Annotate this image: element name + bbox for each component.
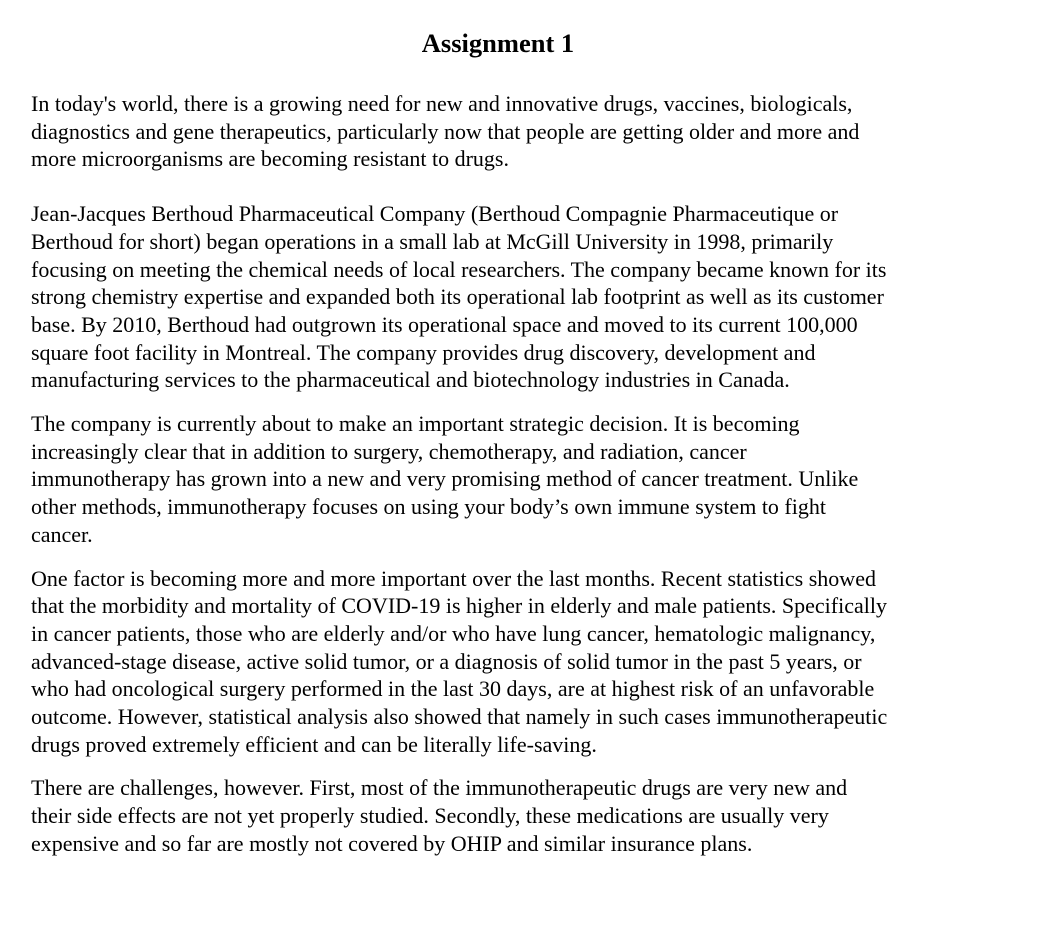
text-line: advanced-stage disease, active solid tumor, or a diagnosis of solid tumor in the past 5 years, or (31, 648, 862, 674)
text-line: Berthoud for short) began operations in a small lab at McGill University in 1998, primarily (31, 228, 834, 254)
text-line: their side effects are not yet properly studied. Secondly, these medications are usually very (31, 803, 829, 829)
text-line: Jean-Jacques Berthoud Pharmaceutical Company (Berthoud Compagnie Pharmaceutique or (31, 201, 839, 227)
text-line: drugs proved extremely efficient and can be literally life-saving. (31, 731, 597, 757)
text-line: expensive and so far are mostly not covered by OHIP and similar insurance plans. (31, 830, 753, 856)
paragraph-covid-factor (31, 565, 991, 759)
paragraph-challenges (31, 774, 991, 857)
paragraph-company-background (31, 200, 991, 394)
text-line: strong chemistry expertise and expanded both its operational lab footprint as well as its customer (31, 284, 884, 310)
text-line: other methods, immunotherapy focuses on using your body’s own immune system to fight (31, 494, 826, 520)
paragraph-intro (31, 90, 991, 173)
text-line: that the morbidity and mortality of COVID-19 is higher in elderly and male patients. Specifically (31, 593, 887, 619)
text-line: There are challenges, however. First, most of the immunotherapeutic drugs are very new and (31, 775, 848, 801)
text-line: diagnostics and gene therapeutics, particularly now that people are getting older and more and (31, 118, 860, 144)
text-line: increasingly clear that in addition to surgery, chemotherapy, and radiation, cancer (31, 438, 747, 464)
text-line: focusing on meeting the chemical needs of local researchers. The company became known for its (31, 256, 887, 282)
text-line: outcome. However, statistical analysis also showed that namely in such cases immunotherapeutic (31, 704, 888, 730)
text-line: who had oncological surgery performed in the last 30 days, are at highest risk of an unfavorable (31, 676, 875, 702)
text-line: immunotherapy has grown into a new and very promising method of cancer treatment. Unlike (31, 466, 859, 492)
text-line: manufacturing services to the pharmaceutical and biotechnology industries in Canada. (31, 367, 790, 393)
text-line: base. By 2010, Berthoud had outgrown its operational space and moved to its current 100,000 (31, 311, 858, 337)
text-line: more microorganisms are becoming resistant to drugs. (31, 146, 509, 172)
text-line: in cancer patients, those who are elderly and/or who have lung cancer, hematologic malignancy, (31, 620, 876, 646)
text-line: cancer. (31, 521, 93, 547)
text-line: In today's world, there is a growing need for new and innovative drugs, vaccines, biologicals, (31, 91, 853, 116)
paragraph-strategic-decision (31, 410, 991, 549)
text-line: The company is currently about to make an important strategic decision. It is becoming (31, 411, 800, 437)
document-title: Assignment 1 (421, 28, 575, 58)
text-line: One factor is becoming more and more important over the last months. Recent statistics showed (31, 565, 876, 591)
text-line: square foot facility in Montreal. The company provides drug discovery, development and (31, 339, 816, 365)
